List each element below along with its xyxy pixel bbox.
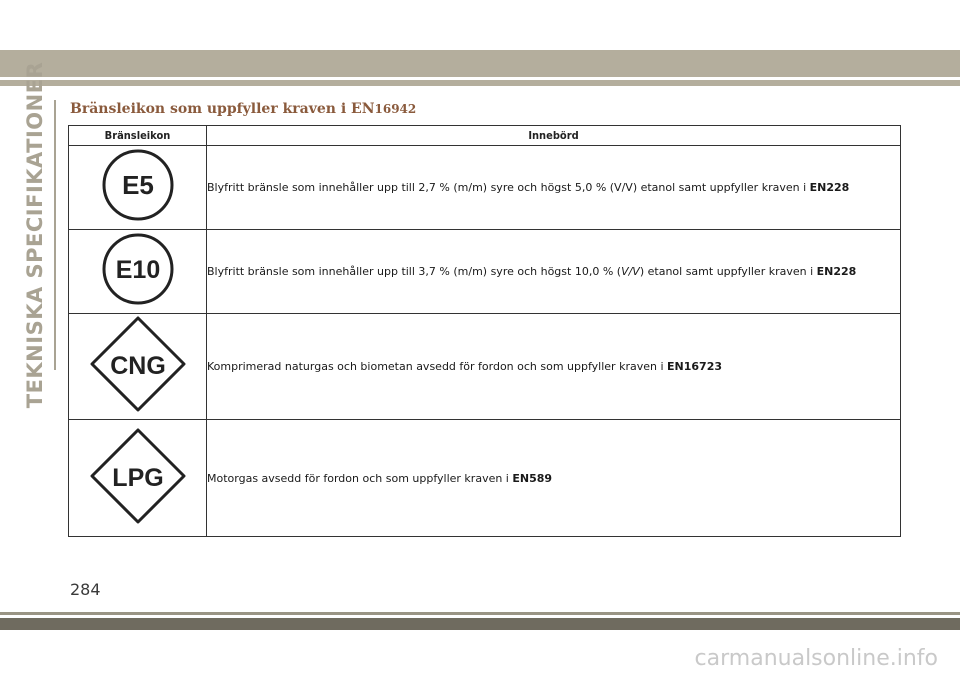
fuel-icon-cell [69,146,207,230]
e10-circle-icon [99,230,177,308]
table-header-row [69,126,901,146]
fuel-description-text: Motorgas avsedd för fordon och som uppfyller kraven i [207,471,513,485]
chapter-tab-rule [54,100,56,370]
fuel-description-text: Blyfritt bränsle som innehåller upp till 3,7 % (m/m) syre och högst 10,0 % ( [207,265,622,278]
column-header-meaning: Innebörd [207,126,901,146]
fuel-description [207,420,901,537]
fuel-description [207,314,901,420]
table-row [69,420,901,537]
e5-circle-icon [99,146,177,224]
cng-diamond-icon [88,314,188,414]
column-header-symbol: Bränsleikon [69,126,207,146]
footer-band [0,618,960,630]
fuel-icon-cell [69,314,207,420]
cng-icon-label: CNG [109,352,166,380]
section-title-text: Bränsleikon som uppfyller kraven i EN [70,101,375,117]
fuel-icon-cell [69,420,207,537]
page-number: 284 [70,580,101,599]
fuel-standard: EN589 [512,471,553,485]
table-row [69,230,901,314]
table-row [69,146,901,230]
fuel-description-text: ) etanol samt uppfyller kraven i [639,265,817,278]
e5-icon-label: E5 [121,170,154,200]
fuel-standard: EN228 [809,181,850,194]
header-rule [0,80,960,86]
e10-icon-label: E10 [115,256,160,284]
footer-rule [0,612,960,615]
chapter-tab [18,61,52,409]
section-title [70,101,416,117]
lpg-diamond-icon [88,426,188,526]
lpg-icon-label: LPG [111,463,164,492]
fuel-description-text: Komprimerad naturgas och biometan avsedd för fordon och som uppfyller kraven i [207,360,668,373]
fuel-standard: EN16723 [667,360,723,373]
fuel-standard: EN228 [816,265,857,278]
table-row [69,314,901,420]
watermark: carmanualsonline.info [694,646,938,671]
header-band [0,50,960,77]
fuel-description-text: Blyfritt bränsle som innehåller upp till 2,7 % (m/m) syre och högst 5,0 % (V/V) etanol samt uppfyller kraven i [207,181,810,194]
fuel-description [207,230,901,314]
fuel-symbol-table [68,125,901,537]
fuel-description [207,146,901,230]
chapter-tab-label: TEKNISKA SPECIFIKATIONER [23,61,47,409]
fuel-description-unit: V/V [621,265,640,278]
section-title-standard: 16942 [374,102,417,116]
fuel-icon-cell [69,230,207,314]
